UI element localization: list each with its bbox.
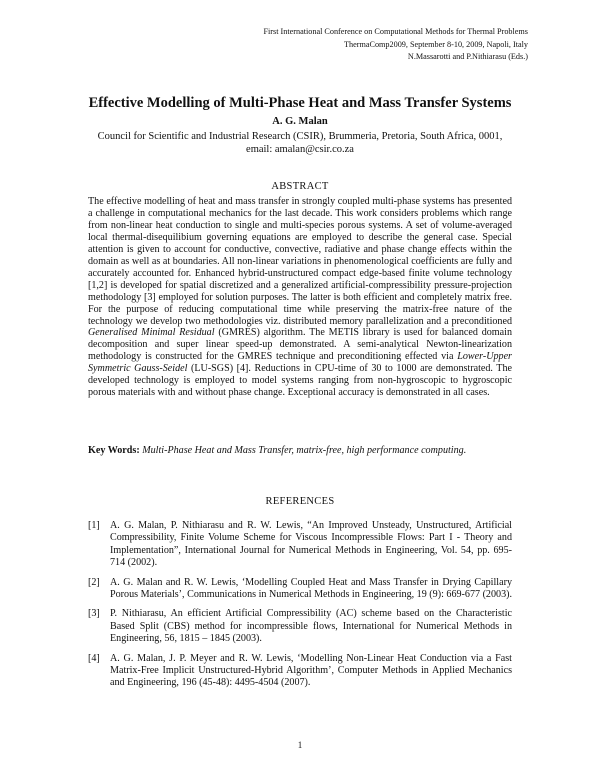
author-affiliation-block	[0, 130, 600, 156]
conference-dates: ThermaComp2009, September 8-10, 2009, Napoli, Italy	[344, 39, 528, 49]
paper-title: Effective Modelling of Multi-Phase Heat and Mass Transfer Systems	[88, 95, 512, 111]
reference-number: [4]	[88, 652, 100, 664]
abstract-heading: ABSTRACT	[271, 181, 329, 192]
reference-item	[88, 608, 512, 645]
reference-item	[88, 520, 512, 570]
abstract-text-3: (LU-SGS) [4]. Reductions in CPU-time of 30 to 1000 are demonstrated. The developed technology is employed to model systems ranging from non-hygroscopic to hygroscopic porous materials with and without phase change. Exceptional accuracy is demonstrated in all cases.	[88, 363, 512, 399]
abstract-italic-lusgs: Lower-Upper Symmetric Gauss-Seidel	[88, 351, 512, 375]
reference-item	[88, 577, 512, 602]
conference-editors: N.Massarotti and P.Nithiarasu (Eds.)	[407, 52, 528, 61]
references-heading: REFERENCES	[265, 496, 335, 507]
author-name: A. G. Malan	[272, 116, 328, 127]
keywords-label: Key Words:	[88, 445, 140, 456]
conference-name: First International Conference on Computational Methods for Thermal Problems	[263, 27, 528, 36]
reference-item	[88, 653, 512, 690]
email: email: amalan@csir.co.za	[246, 144, 354, 155]
reference-number: [1]	[88, 520, 100, 531]
abstract-text-2: (GMRES) algorithm. The METIS library is used for balanced domain decomposition and super linear speed-up demonstrated. A semi-analytical Newton-linearization methodology is constructed for the GMRES technique and preconditioning effected via	[88, 327, 512, 363]
abstract-italic-gmres: Generalised Minimal Residual	[88, 327, 215, 339]
reference-number: [2]	[88, 576, 100, 588]
reference-text: P. Nithiarasu, An efficient Artificial Compressibility (AC) scheme based on the Characteristic Based Split (CBS) method for incompressible flows, International for Numerical Methods in Engineering, 56, 1815 – 1845 (2003).	[110, 608, 512, 645]
reference-text: A. G. Malan, P. Nithiarasu and R. W. Lewis, “An Improved Unsteady, Unstructured, Artificial Compressibility, Finite Volume Scheme for Viscous Incompressible Flows: Part I - Theory and Implementation”, International Journal for Numerical Methods in Engineering, Vol. 54, pp. 695-714 (2002).	[110, 520, 512, 569]
reference-text: A. G. Malan and R. W. Lewis, ‘Modelling Coupled Heat and Mass Transfer in Drying Capillary Porous Materials’, Communications in Numerical Methods in Engineering, 19 (9): 669-677 (2003).	[110, 576, 513, 601]
reference-text: A. G. Malan, J. P. Meyer and R. W. Lewis, ‘Modelling Non-Linear Heat Conduction via a Fast Matrix-Free Implicit Unstructured-Hybrid Algorithm’, Computer Methods in Applied Mechanics and Engineering, 196 (45-48): 4495-4504 (2007).	[110, 652, 512, 689]
abstract-text-1: The effective modelling of heat and mass transfer in strongly coupled multi-phase systems has presented a challenge in computational mechanics for the last decade. This work considers problems which range from non-linear heat conduction to single and multi-species porous systems. A set of volume-averaged local thermal-disequilibium governing equations are employed to describe the general case. Special attention is given to account for conductive, convective, radiative and phase change effects within the domain as well as at boundaries. All non-linear variations in phenomenological coefficients are fully and accurately accounted for. Enhanced hybrid-unstructured compact edge-based finite volume technology [1,2] is developed for spatial discretized and a generalized artificial-compressibility pressure-projection methodology [3] employed for solution purposes. The latter is both efficient and completely matrix free. For the purpose of reducing computational time while preserving the matrix-free nature of the technology we develop two methodologies viz. distributed memory parallelization and a preconditioned	[88, 196, 512, 327]
references-list	[88, 520, 512, 697]
keywords-text: Multi-Phase Heat and Mass Transfer, matrix-free, high performance computing.	[142, 445, 467, 456]
conference-header	[263, 26, 528, 64]
page-number: 1	[297, 740, 303, 750]
keywords	[88, 445, 512, 456]
abstract-body	[88, 196, 512, 399]
affiliation: Council for Scientific and Industrial Research (CSIR), Brummeria, Pretoria, South Africa, 0001,	[97, 131, 503, 142]
reference-number: [3]	[88, 608, 100, 620]
